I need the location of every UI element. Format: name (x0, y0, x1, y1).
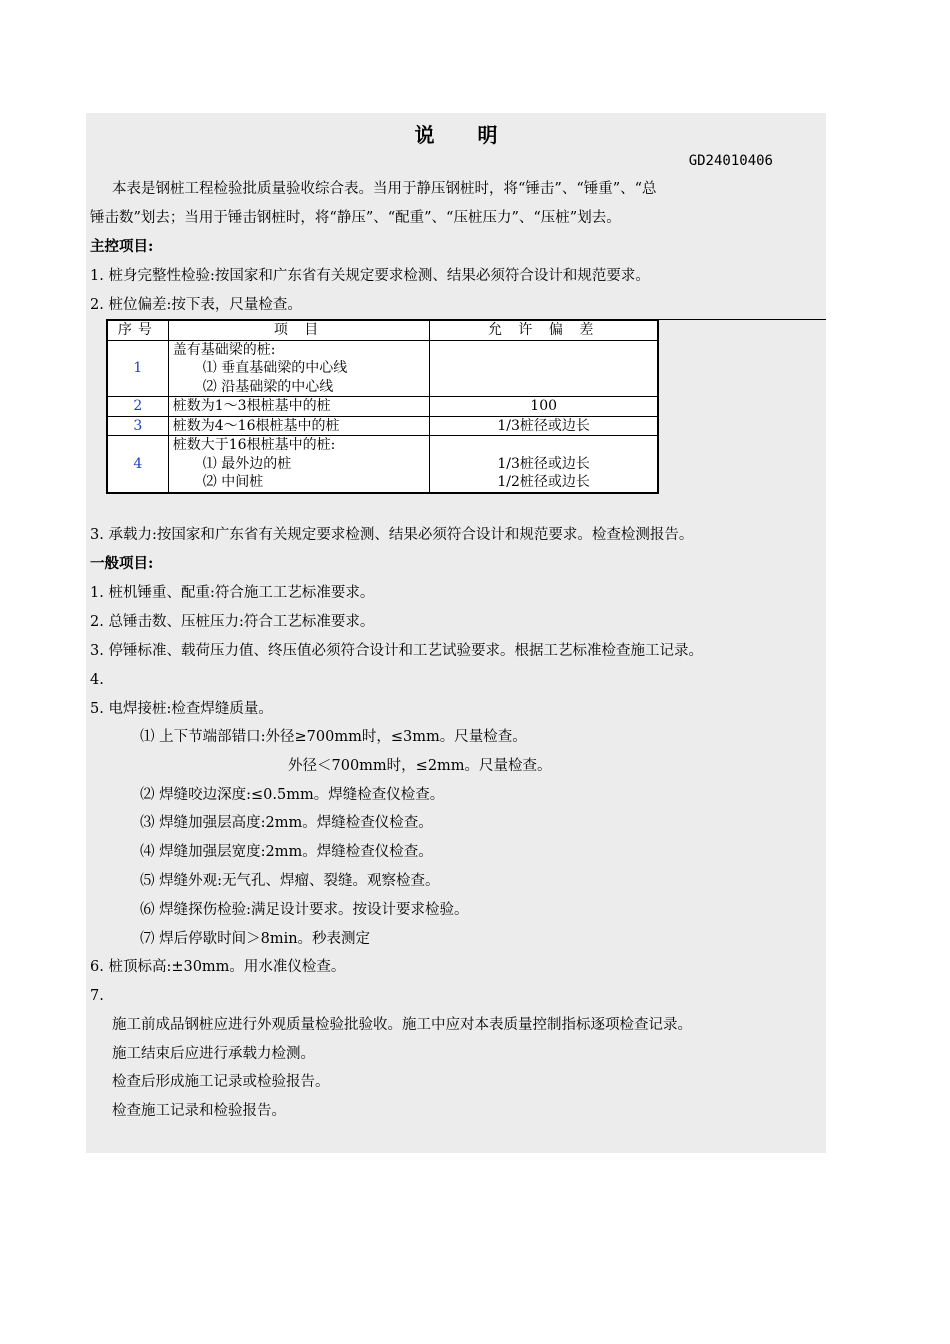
row-tolerance (430, 436, 658, 493)
weld-item: ⑵ 焊缝咬边深度:≤0.5mm。焊缝检查仪检查。 (140, 787, 445, 803)
general-heading: 一般项目: (90, 555, 154, 572)
form-code: GD24010406 (688, 153, 773, 169)
general-item-5: 5. 电焊接桩:检查焊缝质量。 (90, 701, 273, 717)
row-item-line: ⑴ 垂直基础梁的中心线 (202, 360, 348, 376)
row-tolerance (430, 340, 658, 397)
table-row (107, 340, 658, 397)
weld-item: ⑺ 焊后停歇时间＞8min。秒表测定 (140, 931, 371, 947)
weld-item: ⑴ 上下节端部错口:外径≥700mm时，≤3mm。尺量检查。 (140, 729, 527, 745)
note-line: 检查施工记录和检验报告。 (112, 1103, 286, 1119)
general-item-6: 6. 桩顶标高:±30mm。用水准仪检查。 (90, 959, 346, 975)
weld-item: ⑶ 焊缝加强层高度:2mm。焊缝检查仪检查。 (140, 815, 433, 831)
deviation-table-wrap (106, 319, 659, 493)
weld-item: 外径＜700mm时，≤2mm。尺量检查。 (288, 758, 552, 774)
page-title: 说 明 (414, 123, 516, 147)
row-item-line: ⑴ 最外边的桩 (202, 455, 292, 472)
main-item-1: 1. 桩身完整性检验:按国家和广东省有关规定要求检测、结果必须符合设计和规范要求。 (90, 268, 650, 284)
table-row (107, 436, 658, 493)
row-item-line: ⑵ 沿基础梁的中心线 (202, 378, 334, 395)
row-no: 2 (107, 397, 168, 417)
general-item-3: 3. 停锤标准、载荷压力值、终压值必须符合设计和工艺试验要求。根据工艺标准检查施工记录。 (90, 643, 703, 659)
general-item-2: 2. 总锤击数、压桩压力:符合工艺标准要求。 (90, 614, 375, 630)
weld-item: ⑸ 焊缝外观:无气孔、焊瘤、裂缝。观察检查。 (140, 873, 440, 889)
row-item-line: 盖有基础梁的桩: (172, 341, 276, 358)
row-tolerance: 1/3桩径或边长 (430, 416, 658, 436)
row-tolerance: 100 (430, 397, 658, 417)
row-item: 桩数为1～3根桩基中的桩 (168, 397, 430, 417)
row-tolerance-line: 1/2桩径或边长 (497, 474, 590, 490)
intro-line-2: 锤击数”划去；当用于锤击钢桩时，将“静压”、“配重”、“压桩压力”、“压桩”划去。 (90, 210, 621, 226)
instructions-panel (86, 113, 826, 1153)
general-item-1: 1. 桩机锤重、配重:符合施工工艺标准要求。 (90, 585, 375, 601)
row-item (168, 340, 430, 397)
row-item-line: 桩数大于16根桩基中的桩: (172, 437, 336, 453)
note-line: 施工前成品钢桩应进行外观质量检验批验收。施工中应对本表质量控制指标逐项检查记录。 (112, 1017, 692, 1033)
weld-item: ⑷ 焊缝加强层宽度:2mm。焊缝检查仪检查。 (140, 844, 433, 860)
note-line: 检查后形成施工记录或检验报告。 (112, 1074, 330, 1090)
table-header-row (107, 320, 658, 340)
row-tolerance-line: 1/3桩径或边长 (497, 455, 590, 472)
row-item: 桩数为4～16根桩基中的桩 (168, 416, 430, 436)
header-tolerance: 允 许 偏 差 (430, 320, 658, 340)
intro-line-1: 本表是钢桩工程检验批质量验收综合表。当用于静压钢桩时，将“锤击”、“锤重”、“总 (112, 181, 657, 197)
header-item: 项 目 (168, 320, 430, 340)
note-line: 施工结束后应进行承载力检测。 (112, 1046, 315, 1062)
main-heading: 主控项目: (90, 238, 154, 255)
general-item-4: 4. (90, 672, 104, 688)
row-item (168, 436, 430, 493)
table-row (107, 416, 658, 436)
weld-item: ⑹ 焊缝探伤检验:满足设计要求。按设计要求检验。 (140, 902, 469, 918)
main-item-3: 3. 承载力:按国家和广东省有关规定要求检测、结果必须符合设计和规范要求。检查检测报告。 (90, 527, 694, 543)
row-no: 4 (107, 436, 168, 493)
main-item-2: 2. 桩位偏差:按下表，尺量检查。 (90, 297, 302, 313)
row-item-line: ⑵ 中间桩 (202, 474, 264, 490)
row-no: 3 (107, 416, 168, 436)
table-row (107, 397, 658, 417)
row-no: 1 (107, 340, 168, 397)
header-no: 序号 (107, 320, 168, 340)
general-item-7: 7. (90, 988, 104, 1004)
deviation-table (106, 319, 659, 494)
